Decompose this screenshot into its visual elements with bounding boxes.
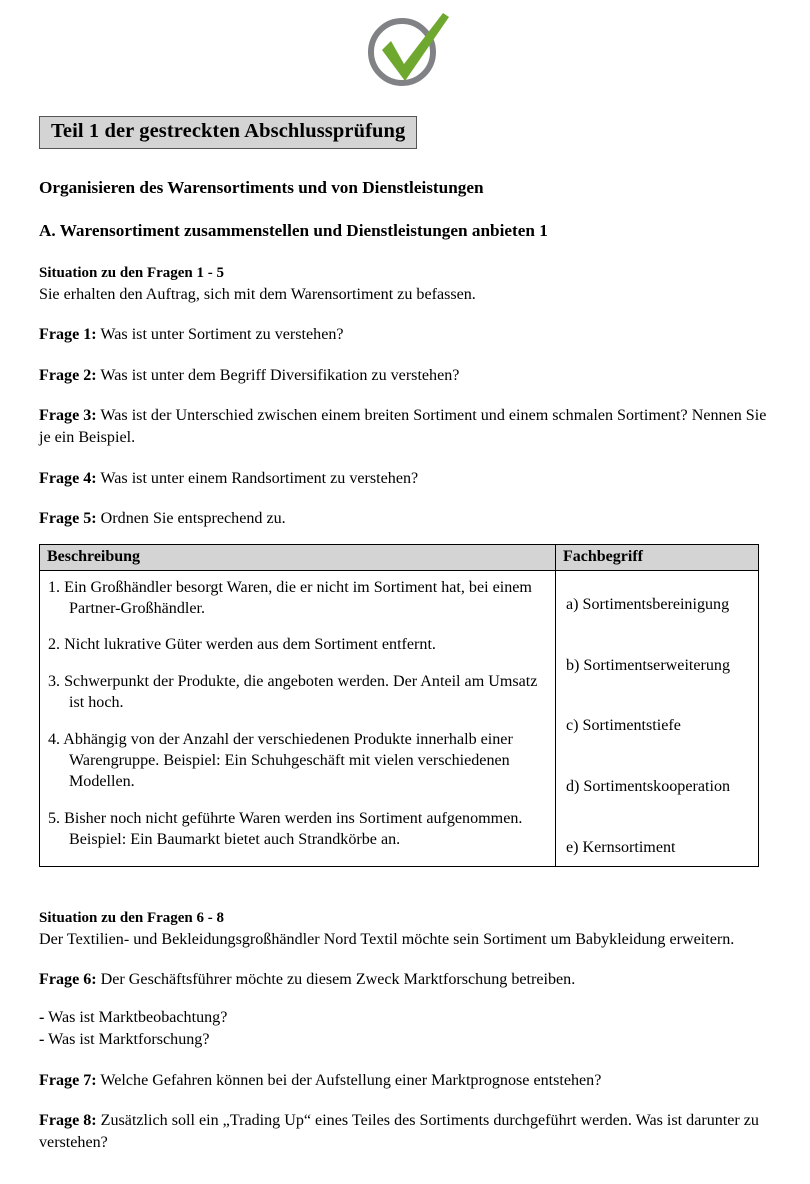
question-7-text: Welche Gefahren können bei der Aufstellung einer Marktprognose entstehen? (96, 1071, 602, 1089)
situation-1-title: Situation zu den Fragen 1 - 5 (39, 265, 225, 282)
question-6 (39, 969, 771, 991)
description-item-3-text: Schwerpunkt der Produkte, die angeboten werden. Der Anteil am Umsatz ist hoch. (64, 672, 538, 712)
page-title: Organisieren des Warensortiments und von Dienstleistungen (39, 177, 484, 197)
question-6-text: Der Geschäftsführer möchte zu diesem Zweck Marktforschung betreiben. (96, 971, 576, 989)
question-4-text: Was ist unter einem Randsortiment zu verstehen? (96, 469, 419, 487)
question-1-label: Frage 1: (39, 326, 97, 344)
description-item-4-number: 4. (48, 730, 61, 748)
description-item-2-number: 2. (48, 636, 61, 654)
description-item-3 (48, 671, 547, 714)
question-3-label: Frage 3: (39, 407, 97, 425)
exam-title-text: Teil 1 der gestreckten Abschlussprüfung (51, 120, 406, 142)
green-check-circle-icon (359, 8, 451, 92)
question-1 (39, 324, 771, 346)
description-item-5-text: Bisher noch nicht geführte Waren werden ins Sortiment aufgenommen. Beispiel: Ein Baumarkt bietet auch Strandkörbe an. (64, 809, 523, 849)
terms-cell (556, 570, 759, 867)
situation-block-2 (39, 909, 771, 950)
description-item-4-text: Abhängig von der Anzahl der verschiedenen Produkte innerhalb einer Warengruppe. Beispiel: Ein Schuhgeschäft mit vielen verschiedenen Modellen. (63, 730, 513, 791)
question-2-label: Frage 2: (39, 366, 97, 384)
document-body (39, 116, 771, 1153)
situation-1-body: Sie erhalten den Auftrag, sich mit dem Warensortiment zu befassen. (39, 286, 476, 304)
description-item-1-number: 1. (48, 578, 61, 596)
situation-2-body: Der Textilien- und Bekleidungsgroßhändler Nord Textil möchte sein Sortiment um Babykleidung erweitern. (39, 931, 735, 949)
subquestion-1-text: Was ist Marktbeobachtung? (44, 1008, 228, 1026)
question-3-text: Was ist der Unterschied zwischen einem breiten Sortiment und einem schmalen Sortiment? Nennen Sie je ein Beispiel. (39, 407, 767, 446)
question-6-subquestions (39, 1007, 771, 1051)
question-3 (39, 405, 771, 448)
question-7 (39, 1070, 771, 1092)
question-6-label: Frage 6: (39, 971, 97, 989)
table-row (40, 570, 759, 867)
question-1-text: Was ist unter Sortiment zu verstehen? (96, 326, 344, 344)
question-4 (39, 468, 771, 490)
question-2-text: Was ist unter dem Begriff Diversifikation zu verstehen? (96, 366, 460, 384)
subquestion-marktforschung (39, 1029, 771, 1051)
section-heading: A. Warensortiment zusammenstellen und Dienstleistungen anbieten 1 (39, 220, 548, 240)
question-4-label: Frage 4: (39, 469, 97, 487)
bullet-dash-2: - (39, 1030, 45, 1048)
description-item-3-number: 3. (48, 672, 61, 690)
question-5 (39, 508, 771, 530)
situation-2-title: Situation zu den Fragen 6 - 8 (39, 910, 225, 927)
description-item-1 (48, 577, 547, 620)
table-header-row (40, 544, 759, 570)
question-7-label: Frage 7: (39, 1071, 97, 1089)
description-item-2 (48, 634, 547, 655)
term-item-a: a) Sortimentsbereinigung (566, 595, 730, 613)
description-item-2-text: Nicht lukrative Güter werden aus dem Sortiment entfernt. (64, 636, 436, 654)
term-item-d: d) Sortimentskooperation (566, 778, 731, 796)
question-8 (39, 1110, 771, 1153)
subquestion-2-text: Was ist Marktforschung? (44, 1030, 210, 1048)
description-item-5-number: 5. (48, 809, 61, 827)
document-logo (0, 4, 810, 96)
question-8-text: Zusätzlich soll ein „Trading Up“ eines Teiles des Sortiments durchgeführt werden. Was ist darunter zu verstehen? (39, 1112, 759, 1151)
assignment-table (39, 544, 759, 868)
exam-title-banner (39, 116, 417, 149)
question-5-label: Frage 5: (39, 510, 97, 528)
description-item-4 (48, 729, 547, 793)
question-2 (39, 365, 771, 387)
description-item-1-text: Ein Großhändler besorgt Waren, die er nicht im Sortiment hat, bei einem Partner-Großhändler. (64, 578, 532, 618)
question-5-text: Ordnen Sie entsprechend zu. (96, 510, 286, 528)
term-item-b: b) Sortimentserweiterung (566, 656, 731, 674)
column-header-term: Fachbegriff (556, 544, 759, 570)
bullet-dash-1: - (39, 1008, 45, 1026)
situation-block-1 (39, 264, 771, 305)
question-8-label: Frage 8: (39, 1112, 97, 1130)
subquestion-marktbeobachtung (39, 1007, 771, 1029)
descriptions-cell (40, 570, 556, 867)
column-header-description: Beschreibung (40, 544, 556, 570)
term-item-c: c) Sortimentstiefe (566, 717, 681, 735)
term-item-e: e) Kernsortiment (566, 839, 676, 857)
description-item-5 (48, 808, 547, 851)
